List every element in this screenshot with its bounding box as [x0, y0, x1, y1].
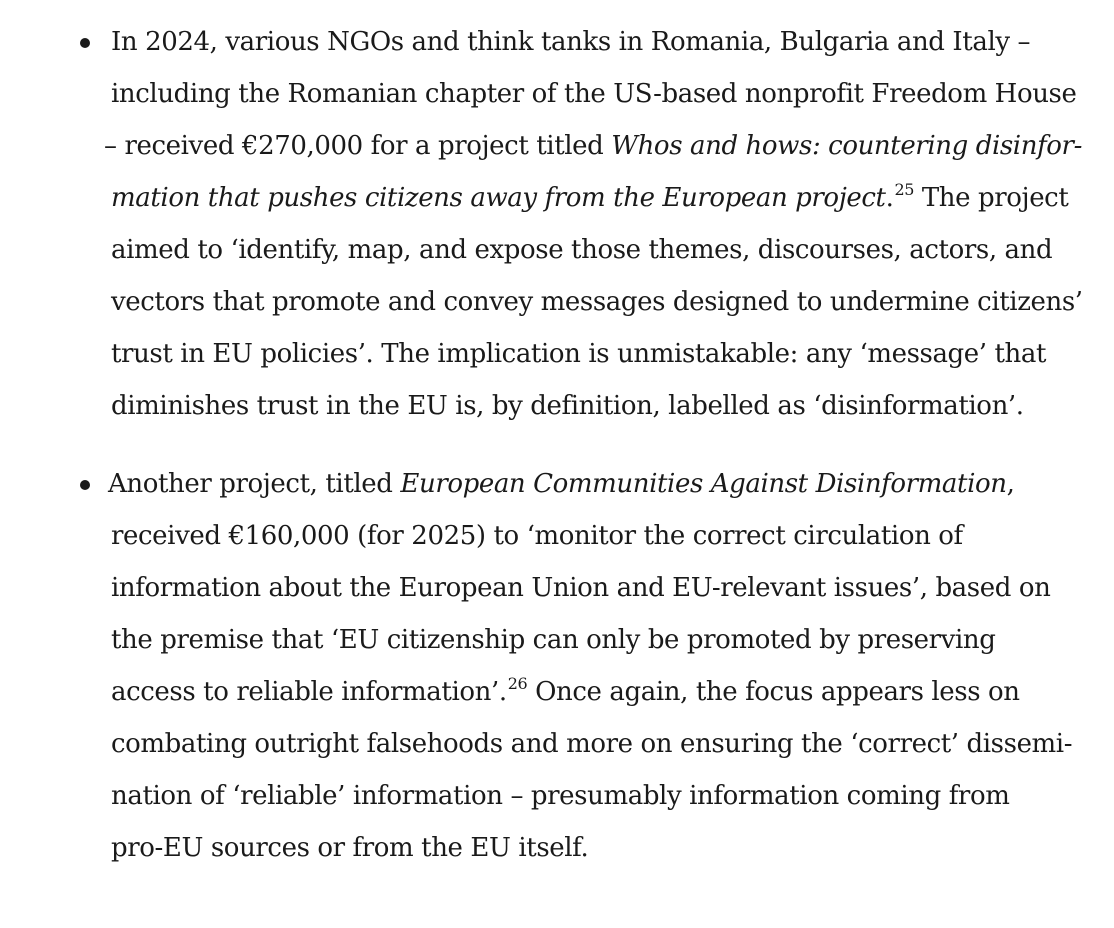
body-text: . [885, 183, 894, 213]
body-text: vectors that promote and convey messages designed to undermine citizens’ [111, 287, 1083, 317]
body-text: information about the European Union and EU-relevant issues’, based on [111, 573, 1051, 603]
italic-title-text: Whos and hows: countering disinfor- [611, 131, 1082, 161]
italic-title-text: European Communities Against Disinformation [400, 469, 1007, 499]
body-text: aimed to ‘identify, map, and expose those themes, discourses, actors, and [111, 235, 1053, 265]
body-text: trust in EU policies’. The implication is unmistakable: any ‘message’ that [111, 339, 1047, 369]
italic-title-text: mation that pushes citizens away from the European project [111, 183, 886, 213]
bullet-1-line [111, 233, 1052, 267]
bullet-1-line [104, 129, 1082, 163]
bullet-2-line [111, 727, 1072, 761]
bullet-1-line [111, 285, 1083, 319]
body-text: access to reliable information’. [111, 677, 507, 707]
bullet-2-line [111, 675, 1020, 709]
body-text: Another project, titled [108, 469, 401, 499]
body-text: Once again, the focus appears less on [527, 677, 1020, 707]
body-text: received €160,000 (for 2025) to ‘monitor the correct circulation of [111, 521, 963, 551]
bullet-2-line [111, 623, 996, 657]
body-text: The project [914, 183, 1069, 213]
bullet-marker [80, 480, 90, 490]
body-text: In 2024, various NGOs and think tanks in Romania, Bulgaria and Italy – [111, 27, 1031, 57]
body-text: nation of ‘reliable’ information – presumably information coming from [111, 781, 1010, 811]
bullet-1-line [111, 77, 1077, 111]
body-text: including the Romanian chapter of the US-based nonprofit Freedom House [111, 79, 1077, 109]
body-text: – received €270,000 for a project titled [104, 131, 612, 161]
bullet-1-line [111, 25, 1030, 59]
footnote-reference: 26 [507, 674, 528, 693]
bullet-2-line [111, 571, 1050, 605]
body-text: the premise that ‘EU citizenship can only be promoted by preserving [111, 625, 996, 655]
body-text: pro-EU sources or from the EU itself. [111, 833, 589, 863]
bullet-1-line [111, 389, 1024, 423]
bullet-2-line [111, 779, 1009, 813]
bullet-2-line [111, 831, 588, 865]
footnote-reference: 25 [894, 180, 914, 199]
body-text: combating outright falsehoods and more on ensuring the ‘correct’ dissemi- [111, 729, 1073, 759]
bullet-1-line [111, 181, 1068, 215]
bullet-2-line [111, 519, 963, 553]
body-text: diminishes trust in the EU is, by definition, labelled as ‘disinformation’. [111, 391, 1024, 421]
bullet-marker [80, 38, 90, 48]
bullet-2-line [108, 467, 1014, 501]
body-text: , [1006, 469, 1015, 499]
bullet-1-line [111, 337, 1046, 371]
